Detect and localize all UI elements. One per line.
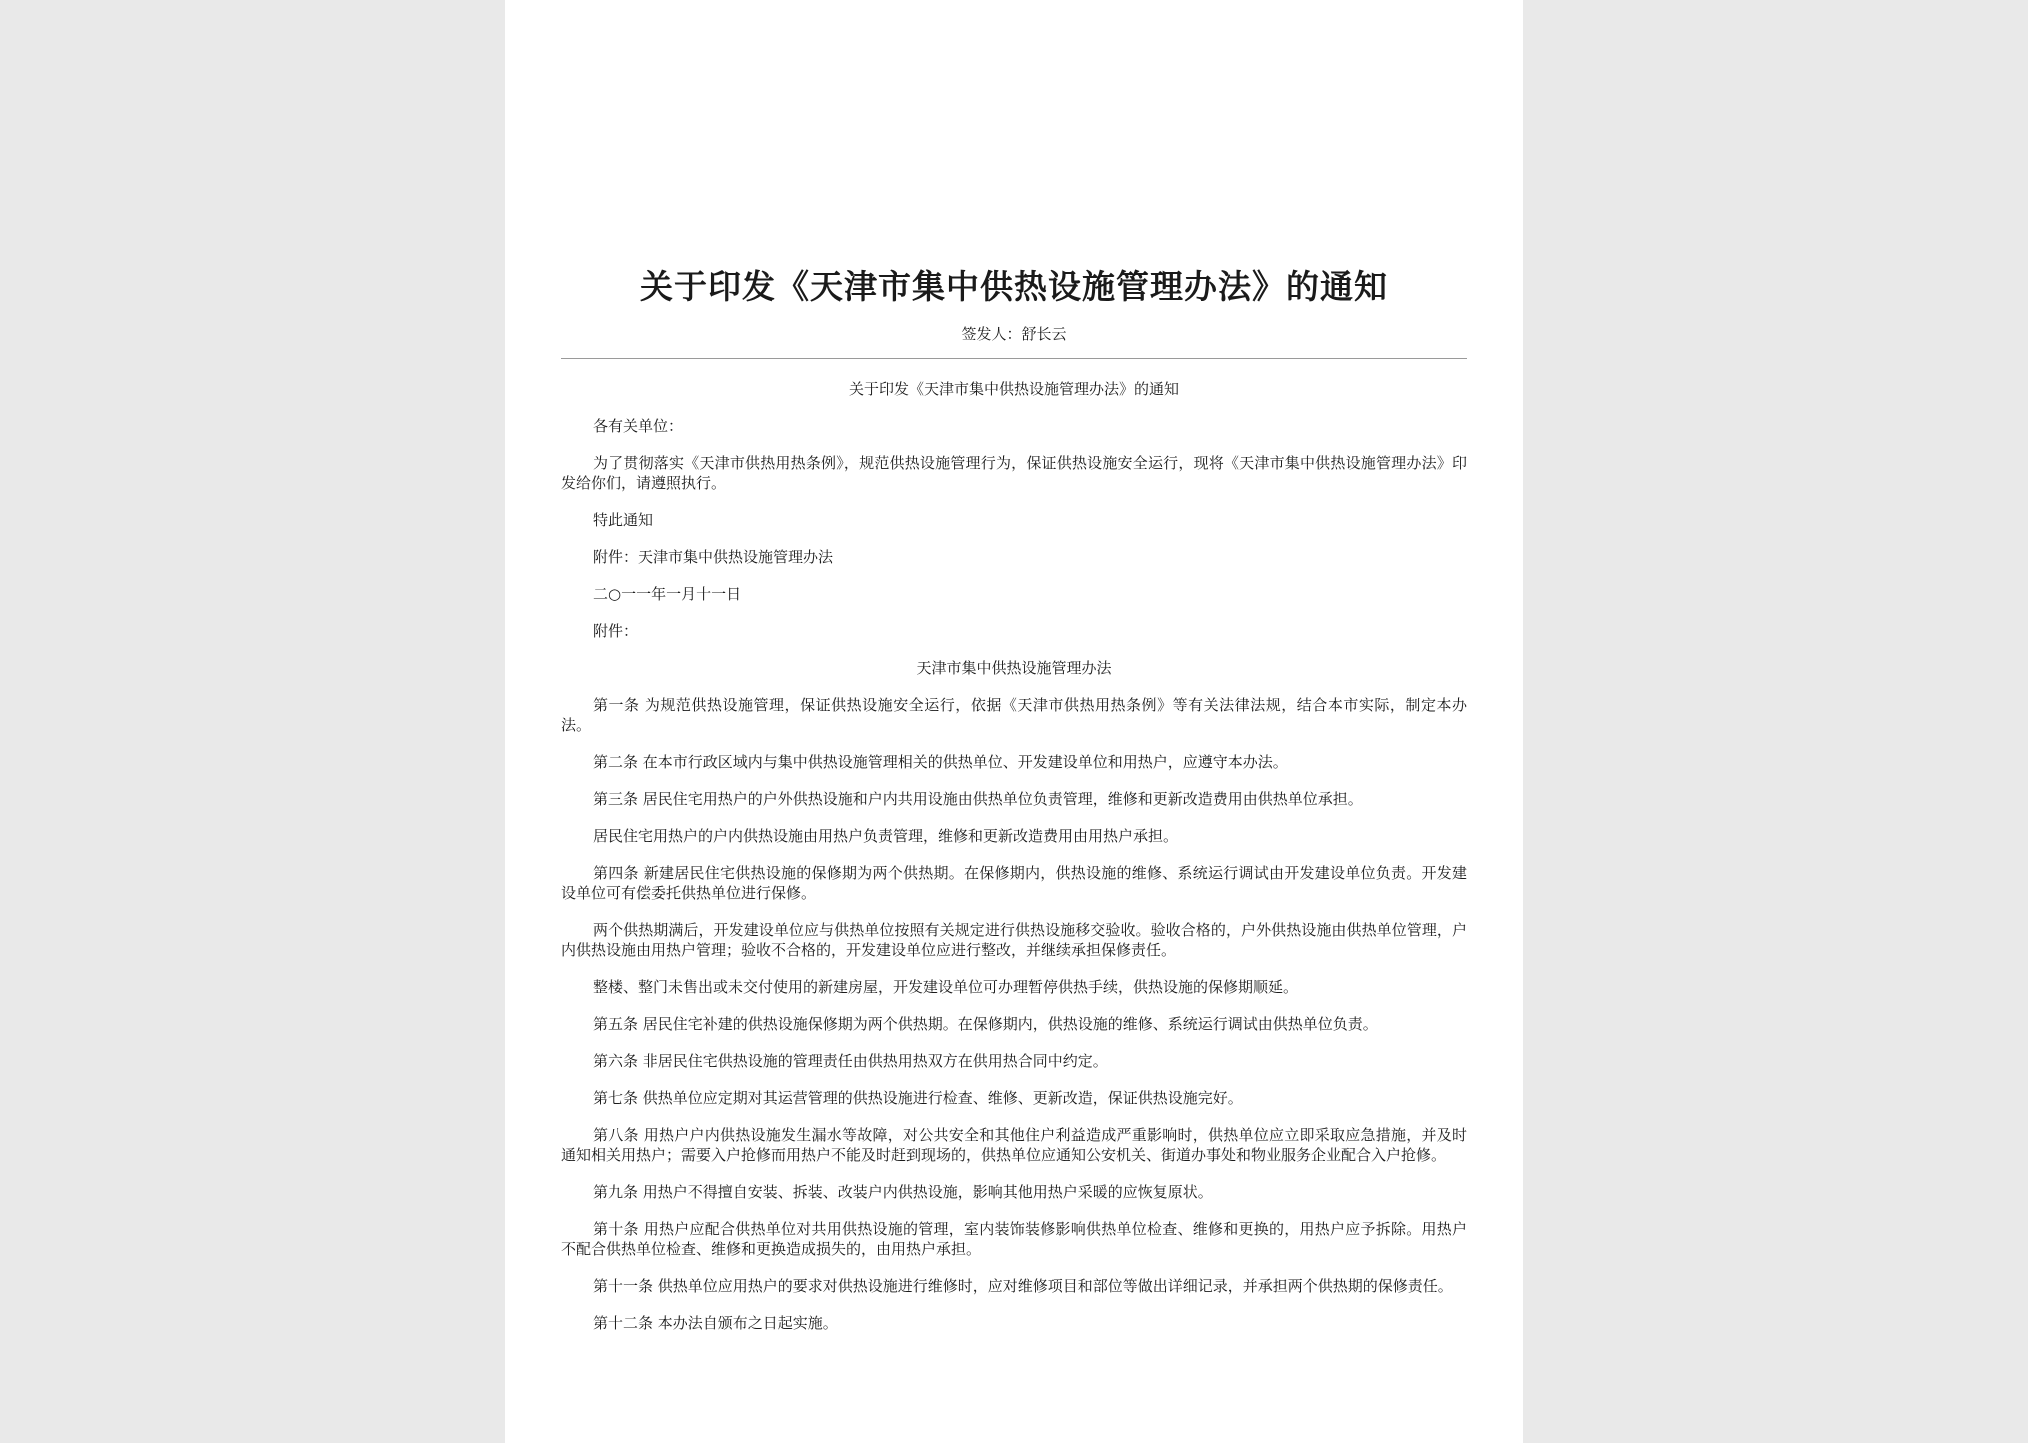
notice-line: 特此通知 xyxy=(593,511,654,529)
article-paragraph: 第十条 用热户应配合供热单位对共用供热设施的管理，室内装饰装修影响供热单位检查、维修和更换的，用热户应予拆除。用热户不配合供热单位检查、维修和更换造成损失的，由用热户承担。 xyxy=(561,1220,1467,1258)
issue-date: 二○一一年一月十一日 xyxy=(593,585,742,603)
article-paragraph: 第十一条 供热单位应用热户的要求对供热设施进行维修时，应对维修项目和部位等做出详细记录，并承担两个供热期的保修责任。 xyxy=(593,1277,1453,1295)
article-paragraph: 第九条 用热户不得擅自安装、拆装、改装户内供热设施，影响其他用热户采暖的应恢复原状。 xyxy=(593,1183,1213,1201)
article-paragraph: 第三条 居民住宅用热户的户外供热设施和户内共用设施由供热单位负责管理，维修和更新改造费用由供热单位承担。 xyxy=(593,790,1363,808)
article-paragraph: 整楼、整门未售出或未交付使用的新建房屋，开发建设单位可办理暂停供热手续，供热设施的保修期顺延。 xyxy=(593,978,1299,996)
article-paragraph: 第一条 为规范供热设施管理，保证供热设施安全运行，依据《天津市供热用热条例》等有关法律法规，结合本市实际，制定本办法。 xyxy=(561,696,1467,734)
article-paragraph: 第四条 新建居民住宅供热设施的保修期为两个供热期。在保修期内，供热设施的维修、系统运行调试由开发建设单位负责。开发建设单位可有偿委托供热单位进行保修。 xyxy=(561,864,1467,902)
articles-list xyxy=(561,695,1467,1333)
signer-line: 签发人：舒长云 xyxy=(961,325,1067,343)
document-content xyxy=(561,262,1467,1350)
intro-paragraph: 为了贯彻落实《天津市供热用热条例》，规范供热设施管理行为，保证供热设施安全运行，现将《天津市集中供热设施管理办法》印发给你们，请遵照执行。 xyxy=(561,454,1467,492)
article-paragraph: 居民住宅用热户的户内供热设施由用热户负责管理，维修和更新改造费用由用热户承担。 xyxy=(593,827,1179,845)
article-paragraph: 第二条 在本市行政区域内与集中供热设施管理相关的供热单位、开发建设单位和用热户，应遵守本办法。 xyxy=(593,753,1288,771)
salutation: 各有关单位： xyxy=(593,417,684,435)
article-paragraph: 第七条 供热单位应定期对其运营管理的供热设施进行检查、维修、更新改造，保证供热设施完好。 xyxy=(593,1089,1243,1107)
attachment-reference: 附件：天津市集中供热设施管理办法 xyxy=(593,548,834,566)
attachment-title: 天津市集中供热设施管理办法 xyxy=(916,659,1112,677)
article-paragraph: 第八条 用热户户内供热设施发生漏水等故障，对公共安全和其他住户利益造成严重影响时，供热单位应立即采取应急措施，并及时通知相关用热户；需要入户抢修而用热户不能及时赶到现场的，供热单位应通知公安机关、街道办事处和物业服务企业配合入户抢修。 xyxy=(561,1126,1467,1164)
document-page xyxy=(505,0,1523,1443)
notice-subtitle: 关于印发《天津市集中供热设施管理办法》的通知 xyxy=(848,380,1179,398)
article-paragraph: 第十二条 本办法自颁布之日起实施。 xyxy=(593,1314,838,1332)
article-paragraph: 第五条 居民住宅补建的供热设施保修期为两个供热期。在保修期内，供热设施的维修、系统运行调试由供热单位负责。 xyxy=(593,1015,1378,1033)
article-paragraph: 第六条 非居民住宅供热设施的管理责任由供热用热双方在供用热合同中约定。 xyxy=(593,1052,1108,1070)
title-divider xyxy=(561,358,1467,359)
attachment-label: 附件： xyxy=(593,622,639,640)
article-paragraph: 两个供热期满后，开发建设单位应与供热单位按照有关规定进行供热设施移交验收。验收合格的，户外供热设施由供热单位管理，户内供热设施由用热户管理；验收不合格的，开发建设单位应进行整改，并继续承担保修责任。 xyxy=(561,921,1467,959)
document-title: 关于印发《天津市集中供热设施管理办法》的通知 xyxy=(640,267,1388,306)
